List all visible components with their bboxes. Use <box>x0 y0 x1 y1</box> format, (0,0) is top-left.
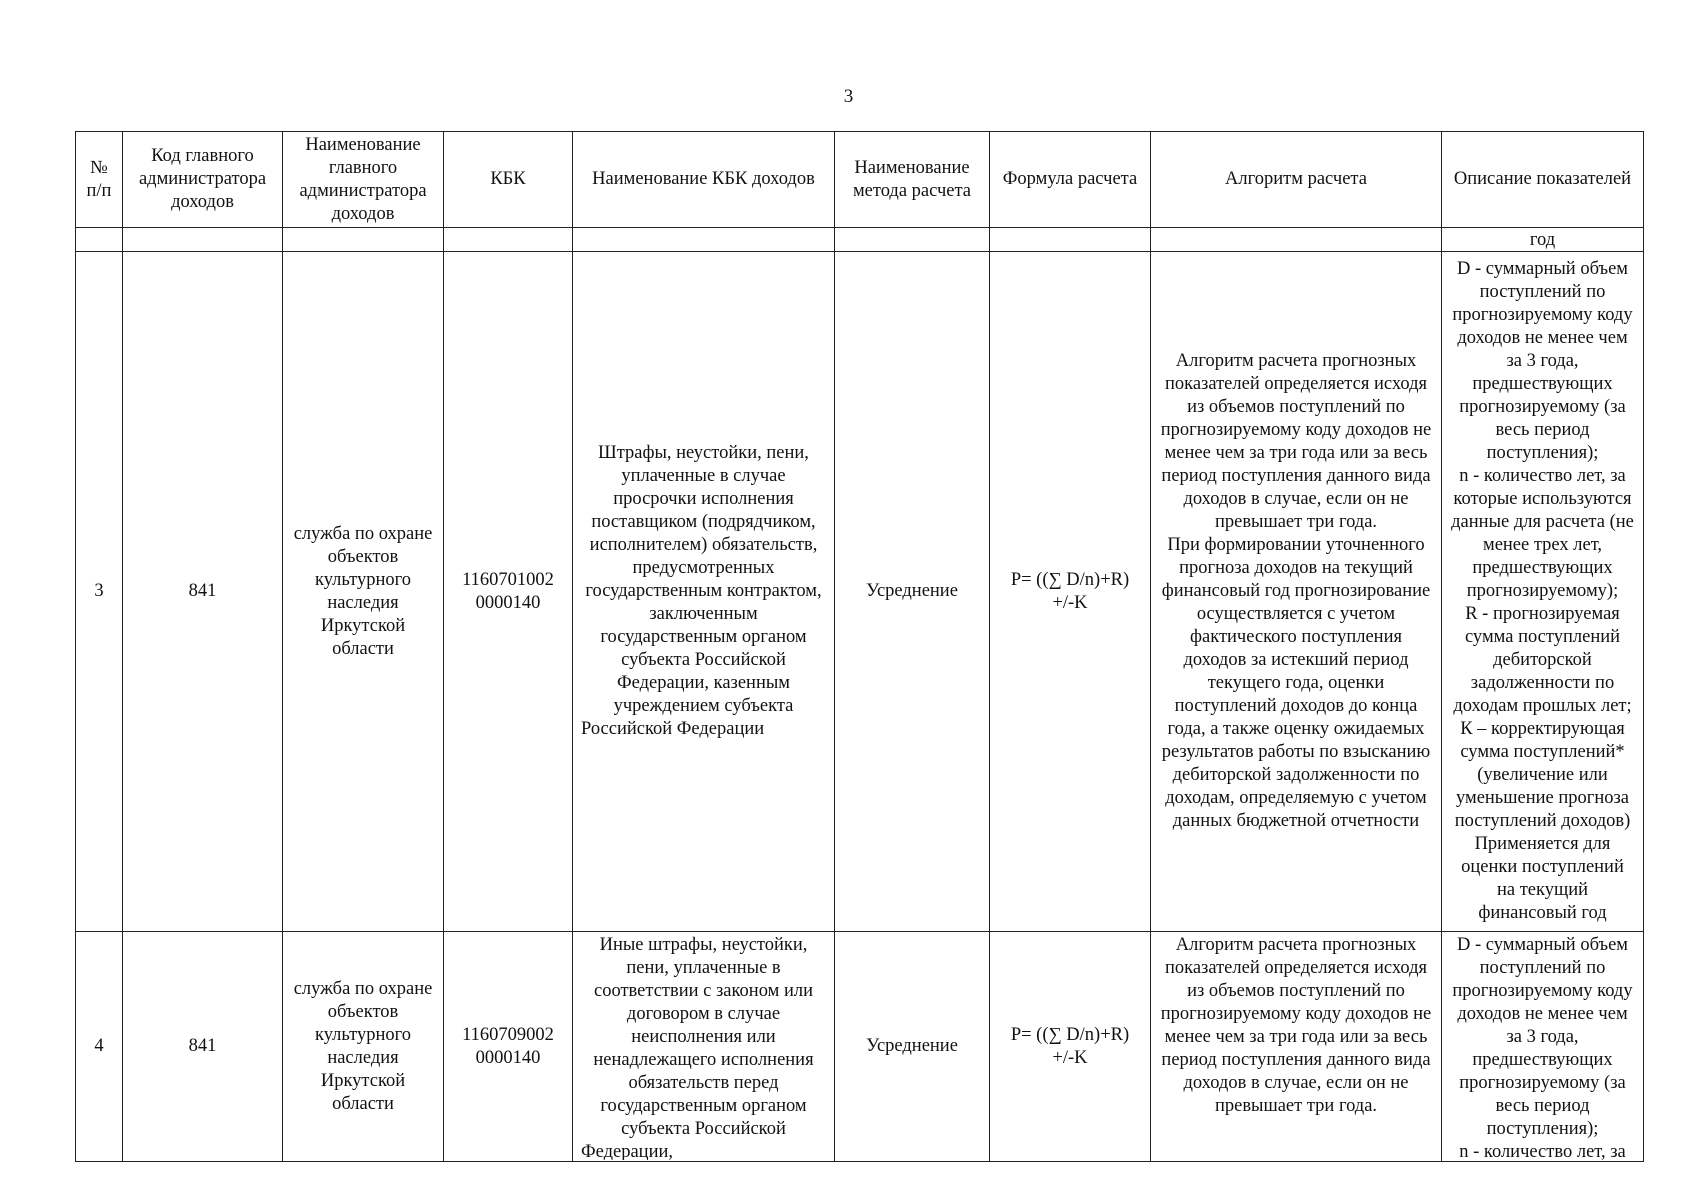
header-admin-name: Наименование главного администратора доходов <box>283 132 444 228</box>
table-row <box>76 932 1644 1162</box>
description-line: n - количество лет, за <box>1459 1141 1626 1160</box>
header-kbk-name: Наименование КБК доходов <box>573 132 835 228</box>
header-row <box>76 132 1644 228</box>
description-line: Применяется для оценки поступлений на текущий финансовый год <box>1461 834 1624 923</box>
table-row <box>76 252 1644 932</box>
header-algorithm: Алгоритм расчета <box>1151 132 1442 228</box>
description-line: R - прогнозируемая сумма поступлений дебиторской задолженности по доходам прошлых лет; <box>1453 604 1632 716</box>
description-line: n - количество лет, за которые используются данные для расчета (не менее трех лет, предшествующих прогнозируемому); <box>1451 466 1634 601</box>
row-formula: P= ((∑ D/n)+R) +/-K <box>990 932 1151 1162</box>
header-formula: Формула расчета <box>990 132 1151 228</box>
row-formula: P= ((∑ D/n)+R) +/-K <box>990 252 1151 932</box>
continuation-row <box>76 228 1644 252</box>
header-kbk: КБК <box>444 132 573 228</box>
revenue-forecast-table <box>75 131 1644 1162</box>
algorithm-paragraph: Алгоритм расчета прогнозных показателей определяется исходя из объемов поступлений по прогнозируемому коду доходов не менее чем за три года или за весь период поступления данного вида доходов в случае, если он не превышает три года. <box>1160 934 1432 1116</box>
page-number: 3 <box>843 86 854 107</box>
row-admin-name: служба по охране объектов культурного наследия Иркутской области <box>283 932 444 1162</box>
algorithm-paragraph: При формировании уточненного прогноза доходов на текущий финансовый год прогнозирование осуществляется с учетом фактического поступления доходов за истекший период текущего года, оценки поступлений доходов до конца года, а также оценку ожидаемых результатов работы по взысканию дебиторской задолженности по доходам, определяемую с учетом данных бюджетной отчетности <box>1161 535 1431 831</box>
continuation-description: год <box>1442 228 1644 252</box>
row-kbk-name: Штрафы, неустойки, пени, уплаченные в случае просрочки исполнения поставщиком (подрядчиком, исполнителем) обязательств, предусмотренных государственным контрактом, заключенным государственным органом субъекта Российской Федерации, казенным учреждением субъекта Российской Федерации <box>573 252 835 932</box>
description-text <box>1450 934 1635 1160</box>
row-kbk: 1160709002 0000140 <box>444 932 573 1162</box>
row-num: 3 <box>76 252 123 932</box>
row-kbk-name <box>573 932 835 1162</box>
row-num: 4 <box>76 932 123 1162</box>
description-line: D - суммарный объем поступлений по прогнозируемому коду доходов не менее чем за 3 года, предшествующих прогнозируемому (за весь период поступления); <box>1452 934 1633 1139</box>
row-admin-code: 841 <box>123 252 283 932</box>
header-method: Наименование метода расчета <box>835 132 990 228</box>
row-algorithm <box>1151 932 1442 1162</box>
row-method: Усреднение <box>835 932 990 1162</box>
row-algorithm <box>1151 252 1442 932</box>
kbk-name-text: Иные штрафы, неустойки, пени, уплаченные в соответствии с законом или договором в случае неисполнения или ненадлежащего исполнения обязательств перед государственным органом субъекта Российской Федерации, <box>581 934 814 1160</box>
description-line: D - суммарный объем поступлений по прогнозируемому коду доходов не менее чем за 3 года, предшествующих прогнозируемому (за весь период поступления); <box>1452 259 1633 463</box>
header-description: Описание показателей <box>1442 132 1644 228</box>
row-admin-name: служба по охране объектов культурного наследия Иркутской области <box>283 252 444 932</box>
row-description <box>1442 252 1644 932</box>
row-admin-code: 841 <box>123 932 283 1162</box>
description-line: К – корректирующая сумма поступлений* (увеличение или уменьшение прогноза поступлений доходов) <box>1454 719 1631 831</box>
row-method: Усреднение <box>835 252 990 932</box>
header-admin-code: Код главного администратора доходов <box>123 132 283 228</box>
row-kbk: 1160701002 0000140 <box>444 252 573 932</box>
algorithm-paragraph: Алгоритм расчета прогнозных показателей определяется исходя из объемов поступлений по прогнозируемому коду доходов не менее чем за три года или за весь период поступления данного вида доходов в случае, если он не превышает три года. <box>1160 351 1432 532</box>
row-description <box>1442 932 1644 1162</box>
header-num: № п/п <box>76 132 123 228</box>
